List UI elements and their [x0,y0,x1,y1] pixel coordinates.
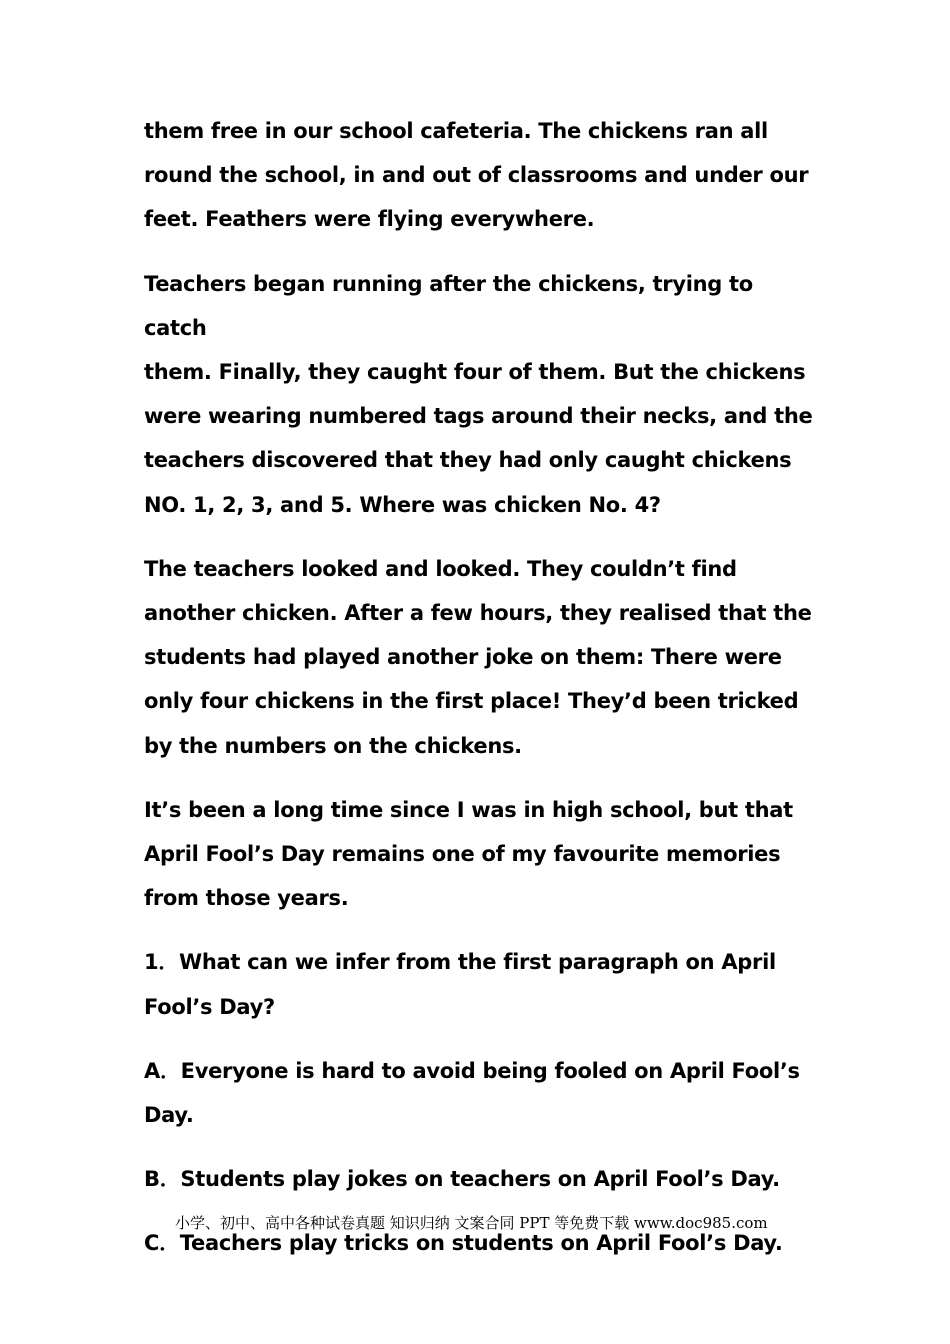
paragraph-teachers-looked: The teachers looked and looked. They couldn’t find another chicken. After a few hours, they realised that the students had played another joke on them: There were only four chickens in the first place! They’d been tricked by the numbers on the chickens. [144,556,812,758]
paragraph-teachers-running: Teachers began running after the chickens, trying to catch them. Finally, they caught four of them. But the chickens were wearing numbered tags around their necks, and the teachers discovered that they had only caught chickens NO. 1, 2, 3, and 5. Where was chicken No. 4? [144,271,813,517]
paragraph-chickens-free: them free in our school cafeteria. The chickens ran all round the school, in and out of classrooms and under our feet. Feathers were flying everywhere. [144,119,809,232]
option-b: B．Students play jokes on teachers on April Fool’s Day. [144,1167,780,1192]
page-footer: 小学、初中、高中各种试卷真题 知识归纳 文案合同 PPT 等免费下载 www.doc985.com [175,1214,768,1232]
option-c: C．Teachers play tricks on students on April Fool’s Day. [144,1231,783,1256]
paragraph-memories: It’s been a long time since I was in high school, but that April Fool’s Day remains one of my favourite memories from those years. [144,797,793,911]
option-a: A．Everyone is hard to avoid being fooled on April Fool’s Day. [144,1058,800,1128]
document-body [144,109,816,1286]
question-1: 1．What can we infer from the first paragraph on April Fool’s Day? [144,950,776,1019]
